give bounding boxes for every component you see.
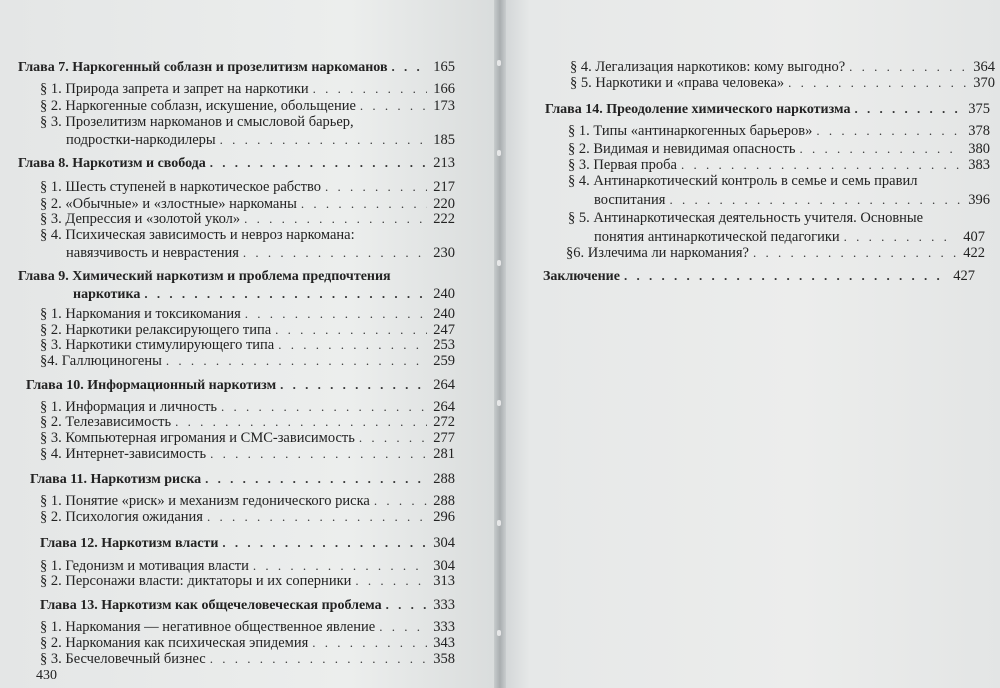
dot-leader (854, 100, 962, 117)
toc-page-number: 272 (433, 414, 455, 430)
dot-leader (849, 58, 967, 75)
toc-chapter-entry (18, 154, 455, 172)
stitch-mark (497, 150, 501, 156)
dot-leader (816, 122, 962, 139)
dot-leader (355, 572, 427, 589)
toc-entry-title-line: § 4. Психическая зависимость и невроз наркомана: (40, 227, 355, 243)
dot-leader (210, 445, 427, 462)
toc-page-number: 230 (433, 245, 455, 261)
toc-page-number: 281 (433, 446, 455, 462)
toc-page-number: 217 (433, 179, 455, 195)
toc-section-entry (40, 80, 455, 98)
toc-section-entry (66, 131, 455, 149)
dot-leader (280, 376, 427, 393)
toc-section-entry (568, 122, 990, 140)
toc-chapter-entry (73, 285, 455, 303)
toc-entry-title: Глава 13. Наркотизм как общечеловеческая проблема (40, 598, 382, 613)
toc-page-number: 288 (433, 471, 455, 487)
dot-leader (312, 634, 427, 651)
toc-entry-title: § 2. Психология ожидания (40, 509, 203, 525)
toc-page-number: 383 (968, 157, 990, 173)
toc-section-entry (566, 244, 985, 262)
toc-entry-title: § 2. Телезависимость (40, 414, 172, 430)
toc-entry-title: § 3. Компьютерная игромания и СМС-зависимость (40, 430, 355, 446)
toc-entry-title-line: § 4. Антинаркотический контроль в семье и семь правил (568, 173, 918, 189)
toc-entry-title: § 1. Гедонизм и мотивация власти (40, 558, 249, 574)
dot-leader (681, 156, 962, 173)
dot-leader (220, 131, 427, 148)
toc-entry-title: § 1. Наркомания — негативное общественное явление (40, 619, 376, 635)
toc-entry-title: § 1. Информация и личность (40, 399, 218, 415)
dot-leader (325, 178, 427, 195)
toc-entry-title: § 2. Наркомания как психическая эпидемия (40, 635, 309, 651)
toc-entry-title: Глава 11. Наркотизм риска (30, 472, 202, 487)
toc-entry-title: Глава 7. Наркогенный соблазн и прозелитизм наркоманов (18, 60, 388, 75)
toc-entry-title: Глава 14. Преодоление химического наркотизма (545, 102, 851, 117)
toc-page-number: 396 (968, 192, 990, 208)
toc-section-entry (40, 508, 455, 526)
dot-leader (175, 413, 427, 430)
toc-entry-title: § 2. Наркогенные соблазн, искушение, обольщение (40, 98, 356, 114)
toc-chapter-entry (40, 534, 455, 552)
toc-page-number: 222 (433, 211, 455, 227)
toc-entry-title: подростки-наркодилеры (66, 132, 216, 148)
toc-entry-title: § 1. Наркомания и токсикомания (40, 306, 241, 322)
toc-page-number: 165 (433, 59, 455, 75)
toc-entry-title: § 4. Легализация наркотиков: кому выгодно? (570, 59, 846, 75)
toc-page-number: 364 (973, 59, 995, 75)
toc-page-number: 333 (433, 597, 455, 613)
page-number: 430 (36, 668, 57, 683)
toc-section-entry (40, 445, 455, 463)
toc-page-number: 240 (433, 306, 455, 322)
toc-page-number: 247 (433, 322, 455, 338)
toc-entry-title: § 2. Персонажи власти: диктаторы и их соперники (40, 573, 352, 589)
dot-leader (844, 228, 957, 245)
toc-entry-title: Глава 8. Наркотизм и свобода (18, 156, 206, 171)
toc-entry-title: Глава 10. Информационный наркотизм (26, 378, 277, 393)
dot-leader (379, 618, 427, 635)
dot-leader (243, 244, 427, 261)
dot-leader (210, 154, 427, 171)
stitch-mark (497, 400, 501, 406)
dot-leader (210, 650, 427, 667)
toc-entry-title: § 1. Природа запрета и запрет на наркотики (40, 81, 309, 97)
toc-page-number: 380 (968, 141, 990, 157)
toc-section-entry (40, 352, 455, 370)
dot-leader (144, 285, 427, 302)
toc-page-number: 288 (433, 493, 455, 509)
dot-leader (278, 336, 427, 353)
toc-page-number: 343 (433, 635, 455, 651)
toc-entry-title: § 4. Интернет-зависимость (40, 446, 207, 462)
toc-page-number: 240 (433, 286, 455, 302)
toc-section-entry (40, 178, 455, 196)
toc-entry-title: наркотика (73, 287, 141, 302)
toc-chapter-entry (543, 267, 975, 285)
dot-leader (800, 140, 962, 157)
toc-entry-title: воспитания (594, 192, 666, 208)
toc-section-entry (40, 210, 455, 228)
stitch-mark (497, 60, 501, 66)
toc-entry-title: § 3. Депрессия и «золотой укол» (40, 211, 241, 227)
toc-page-number: 166 (433, 81, 455, 97)
toc-section-entry (594, 191, 990, 209)
toc-chapter-entry (40, 596, 455, 614)
toc-page-number: 375 (968, 101, 990, 117)
toc-page-number: 277 (433, 430, 455, 446)
toc-section-entry (40, 97, 455, 115)
toc-entry-title: § 3. Наркотики стимулирующего типа (40, 337, 275, 353)
toc-page-number: 304 (433, 558, 455, 574)
stitch-mark (497, 520, 501, 526)
dot-leader (386, 596, 427, 613)
dot-leader (222, 534, 427, 551)
dot-leader (313, 80, 427, 97)
toc-chapter-entry (545, 100, 990, 118)
toc-entry-title: § 2. «Обычные» и «злостные» наркоманы (40, 196, 297, 212)
toc-entry-title: Глава 12. Наркотизм власти (40, 536, 219, 551)
toc-page-number: 422 (963, 245, 985, 261)
toc-page-number: 370 (973, 75, 995, 91)
dot-leader (205, 470, 427, 487)
toc-entry-title: Заключение (543, 269, 620, 284)
toc-entry-title: § 5. Наркотики и «права человека» (570, 75, 785, 91)
toc-chapter-entry (18, 58, 455, 76)
toc-entry-title: § 3. Первая проба (568, 157, 677, 173)
toc-section-entry (568, 156, 990, 174)
toc-page-number: 427 (953, 268, 975, 284)
dot-leader (359, 429, 427, 446)
toc-page-number: 296 (433, 509, 455, 525)
toc-entry-title-line: § 5. Антинаркотическая деятельность учителя. Основные (568, 210, 924, 226)
toc-page-number: 333 (433, 619, 455, 635)
toc-page-number: 313 (433, 573, 455, 589)
toc-page-number: 259 (433, 353, 455, 369)
toc-page-number: 304 (433, 535, 455, 551)
dot-leader (753, 244, 957, 261)
dot-leader (207, 508, 427, 525)
dot-leader (624, 267, 947, 284)
toc-page-number: 213 (433, 155, 455, 171)
toc-entry-title: § 3. Бесчеловечный бизнес (40, 651, 206, 667)
toc-entry-title: § 2. Наркотики релаксирующего типа (40, 322, 272, 338)
right-page (500, 0, 1000, 688)
dot-leader (669, 191, 962, 208)
toc-entry-title: §6. Излечима ли наркомания? (566, 245, 749, 261)
right-table-of-contents (500, 0, 1000, 688)
dot-leader (245, 305, 427, 322)
toc-entry-title-line: Глава 9. Химический наркотизм и проблема предпочтения (18, 269, 391, 284)
toc-page-number: 358 (433, 651, 455, 667)
toc-chapter-entry (26, 376, 455, 394)
toc-page-number: 253 (433, 337, 455, 353)
toc-page-number: 185 (433, 132, 455, 148)
toc-page-number: 378 (968, 123, 990, 139)
toc-page-number: 220 (433, 196, 455, 212)
toc-entry-title-line: § 3. Прозелитизм наркоманов и смысловой барьер, (40, 114, 354, 130)
toc-entry-title: § 1. Типы «антинаркогенных барьеров» (568, 123, 813, 139)
book-gutter (494, 0, 506, 688)
dot-leader (244, 210, 427, 227)
toc-page-number: 173 (433, 98, 455, 114)
dot-leader (166, 352, 427, 369)
toc-page-number: 407 (963, 229, 985, 245)
toc-page-number: 264 (433, 377, 455, 393)
dot-leader (788, 74, 967, 91)
toc-entry-title: § 2. Видимая и невидимая опасность (568, 141, 796, 157)
dot-leader (392, 58, 427, 75)
toc-section-entry (66, 244, 455, 262)
toc-section-entry (40, 572, 455, 590)
toc-entry-title: навязчивость и неврастения (66, 245, 239, 261)
toc-chapter-entry (30, 470, 455, 488)
toc-entry-title: §4. Галлюциногены (40, 353, 162, 369)
dot-leader (360, 97, 427, 114)
toc-entry-title: понятия антинаркотической педагогики (594, 229, 840, 245)
toc-page-number: 264 (433, 399, 455, 415)
stitch-mark (497, 260, 501, 266)
toc-entry-title: § 1. Понятие «риск» и механизм гедонического риска (40, 493, 370, 509)
toc-entry-title: § 1. Шесть ступеней в наркотическое рабство (40, 179, 321, 195)
toc-section-entry (40, 650, 455, 668)
dot-leader (374, 492, 427, 509)
stitch-mark (497, 630, 501, 636)
toc-section-entry (570, 74, 995, 92)
